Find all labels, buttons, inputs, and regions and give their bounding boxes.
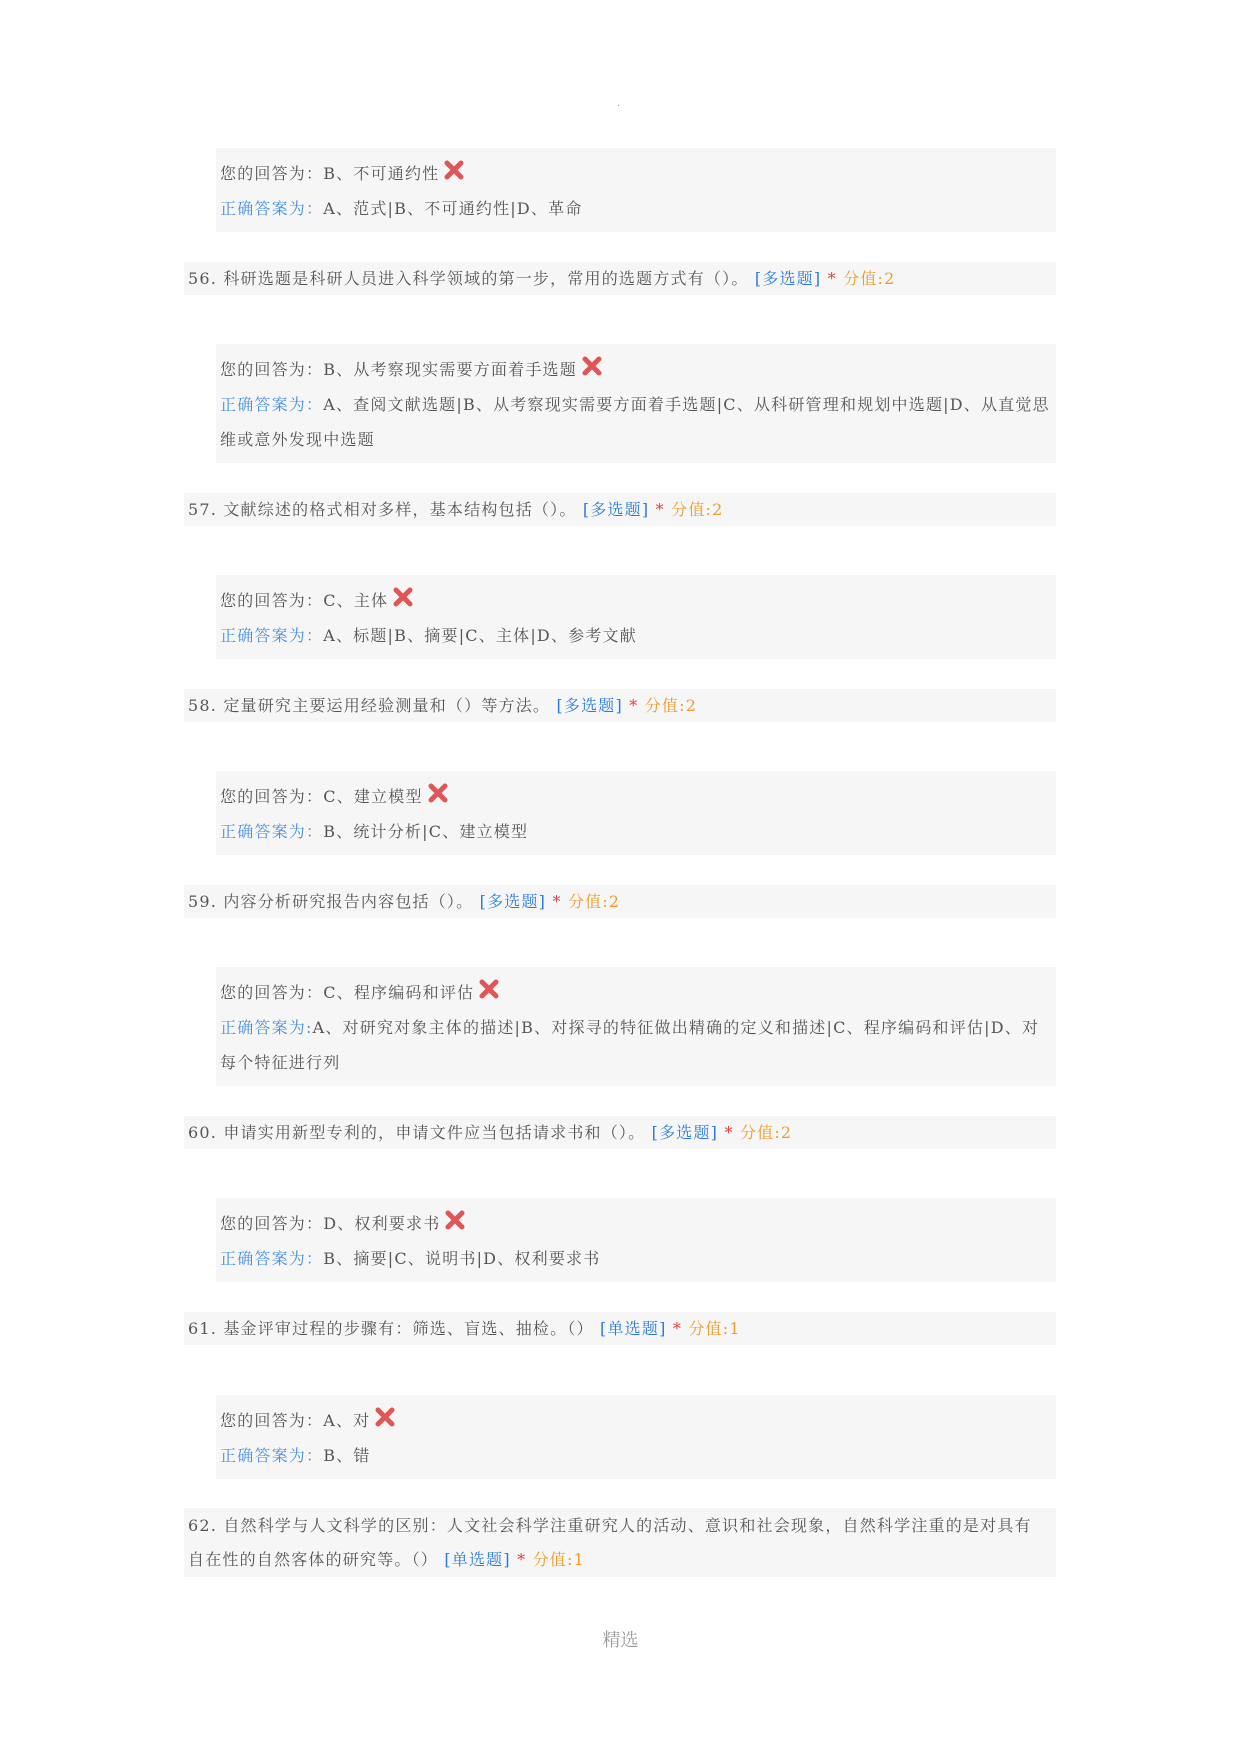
question-bar bbox=[184, 1312, 1056, 1345]
header-dot: . bbox=[617, 98, 621, 109]
page-footer: 精选 bbox=[602, 1630, 639, 1651]
question-type-tag: [单选题] bbox=[600, 1319, 667, 1338]
correct-label: 正确答案为： bbox=[220, 626, 324, 645]
required-star: * bbox=[517, 1550, 527, 1569]
correct-answer-text: A、范式|B、不可通约性|D、革命 bbox=[323, 199, 583, 218]
required-star: * bbox=[724, 1123, 734, 1142]
score-label: 分值:2 bbox=[843, 269, 896, 288]
required-star: * bbox=[672, 1319, 683, 1338]
wrong-icon bbox=[427, 782, 449, 804]
correct-answer bbox=[220, 1438, 1056, 1473]
correct-answer bbox=[220, 1241, 1056, 1276]
correct-answer bbox=[220, 814, 1056, 849]
your-answer bbox=[220, 975, 1056, 1010]
answer-box bbox=[216, 967, 1056, 1086]
answer-box bbox=[216, 1198, 1056, 1282]
correct-label: 正确答案为： bbox=[220, 395, 324, 414]
your-answer bbox=[220, 1403, 1056, 1438]
question-text: 60. 申请实用新型专利的，申请文件应当包括请求书和（）。 bbox=[188, 1123, 646, 1142]
question-text: 59. 内容分析研究报告内容包括（）。 bbox=[188, 892, 474, 911]
question-text: 58. 定量研究主要运用经验测量和（）等方法。 bbox=[188, 696, 551, 715]
your-answer-text: 您的回答为：C、建立模型 bbox=[220, 787, 423, 806]
score-label: 分值:2 bbox=[644, 696, 698, 715]
answer-box bbox=[216, 1395, 1056, 1479]
correct-label: 正确答案为： bbox=[220, 1249, 324, 1268]
your-answer-text: 您的回答为：B、不可通约性 bbox=[220, 164, 440, 183]
wrong-icon bbox=[392, 586, 414, 608]
score-label: 分值:1 bbox=[532, 1550, 585, 1569]
wrong-icon bbox=[581, 355, 603, 377]
score-label: 分值:2 bbox=[567, 892, 621, 911]
question-type-tag: [多选题] bbox=[479, 892, 547, 911]
score-label: 分值:2 bbox=[671, 500, 724, 519]
correct-label: 正确答案为： bbox=[220, 199, 324, 218]
question-type-tag: [多选题] bbox=[556, 696, 623, 715]
question-text: 61. 基金评审过程的步骤有：筛选、盲选、抽检。（） bbox=[188, 1319, 594, 1338]
required-star: * bbox=[655, 500, 665, 519]
required-star: * bbox=[827, 269, 837, 288]
question-bar bbox=[184, 885, 1056, 918]
answer-box bbox=[216, 148, 1056, 232]
your-answer-text: 您的回答为：C、程序编码和评估 bbox=[220, 983, 475, 1002]
question-type-tag: [多选题] bbox=[651, 1123, 719, 1142]
wrong-icon bbox=[443, 159, 465, 181]
question-bar bbox=[184, 1116, 1056, 1149]
correct-label: 正确答案为: bbox=[220, 1018, 313, 1037]
correct-answer bbox=[220, 191, 1056, 226]
your-answer bbox=[220, 156, 1056, 191]
question-type-tag: [多选题] bbox=[754, 269, 822, 288]
correct-answer-text: B、摘要|C、说明书|D、权利要求书 bbox=[323, 1249, 601, 1268]
your-answer-text: 您的回答为：A、对 bbox=[220, 1411, 371, 1430]
required-star: * bbox=[552, 892, 562, 911]
score-label: 分值:1 bbox=[688, 1319, 741, 1338]
question-text: 56. 科研选题是科研人员进入科学领域的第一步，常用的选题方式有（）。 bbox=[188, 269, 749, 288]
question-bar bbox=[184, 262, 1056, 295]
answer-box bbox=[216, 344, 1056, 463]
score-label: 分值:2 bbox=[739, 1123, 793, 1142]
your-answer-text: 您的回答为：C、主体 bbox=[220, 591, 389, 610]
your-answer bbox=[220, 352, 1056, 387]
correct-answer bbox=[220, 387, 1056, 457]
question-text: 62. 自然科学与人文科学的区别：人文社会科学注重研究人的活动、意识和社会现象，自然科学注重的是对具有自在性的自然客体的研究等。（） bbox=[188, 1516, 1032, 1569]
answer-box bbox=[216, 575, 1056, 659]
question-bar bbox=[184, 689, 1056, 722]
wrong-icon bbox=[374, 1406, 396, 1428]
question-text: 57. 文献综述的格式相对多样，基本结构包括（）。 bbox=[188, 500, 577, 519]
your-answer-text: 您的回答为：B、从考察现实需要方面着手选题 bbox=[220, 360, 577, 379]
wrong-icon bbox=[444, 1209, 466, 1231]
your-answer bbox=[220, 1206, 1056, 1241]
answer-box bbox=[216, 771, 1056, 855]
correct-answer bbox=[220, 1010, 1056, 1080]
wrong-icon bbox=[478, 978, 500, 1000]
question-bar bbox=[184, 1508, 1056, 1577]
your-answer bbox=[220, 583, 1056, 618]
correct-answer-text: A、对研究对象主体的描述|B、对探寻的特征做出精确的定义和描述|C、程序编码和评估|D、对每个特征进行列 bbox=[220, 1018, 1040, 1072]
question-type-tag: [单选题] bbox=[444, 1550, 511, 1569]
required-star: * bbox=[629, 696, 639, 715]
correct-label: 正确答案为： bbox=[220, 822, 324, 841]
correct-answer bbox=[220, 618, 1056, 653]
correct-label: 正确答案为： bbox=[220, 1446, 324, 1465]
question-type-tag: [多选题] bbox=[582, 500, 650, 519]
correct-answer-text: B、错 bbox=[323, 1446, 371, 1465]
correct-answer-text: B、统计分析|C、建立模型 bbox=[323, 822, 529, 841]
correct-answer-text: A、标题|B、摘要|C、主体|D、参考文献 bbox=[323, 626, 637, 645]
question-bar bbox=[184, 493, 1056, 526]
your-answer-text: 您的回答为：D、权利要求书 bbox=[220, 1214, 441, 1233]
your-answer bbox=[220, 779, 1056, 814]
correct-answer-text: A、查阅文献选题|B、从考察现实需要方面着手选题|C、从科研管理和规划中选题|D、从直觉思维或意外发现中选题 bbox=[220, 395, 1050, 449]
